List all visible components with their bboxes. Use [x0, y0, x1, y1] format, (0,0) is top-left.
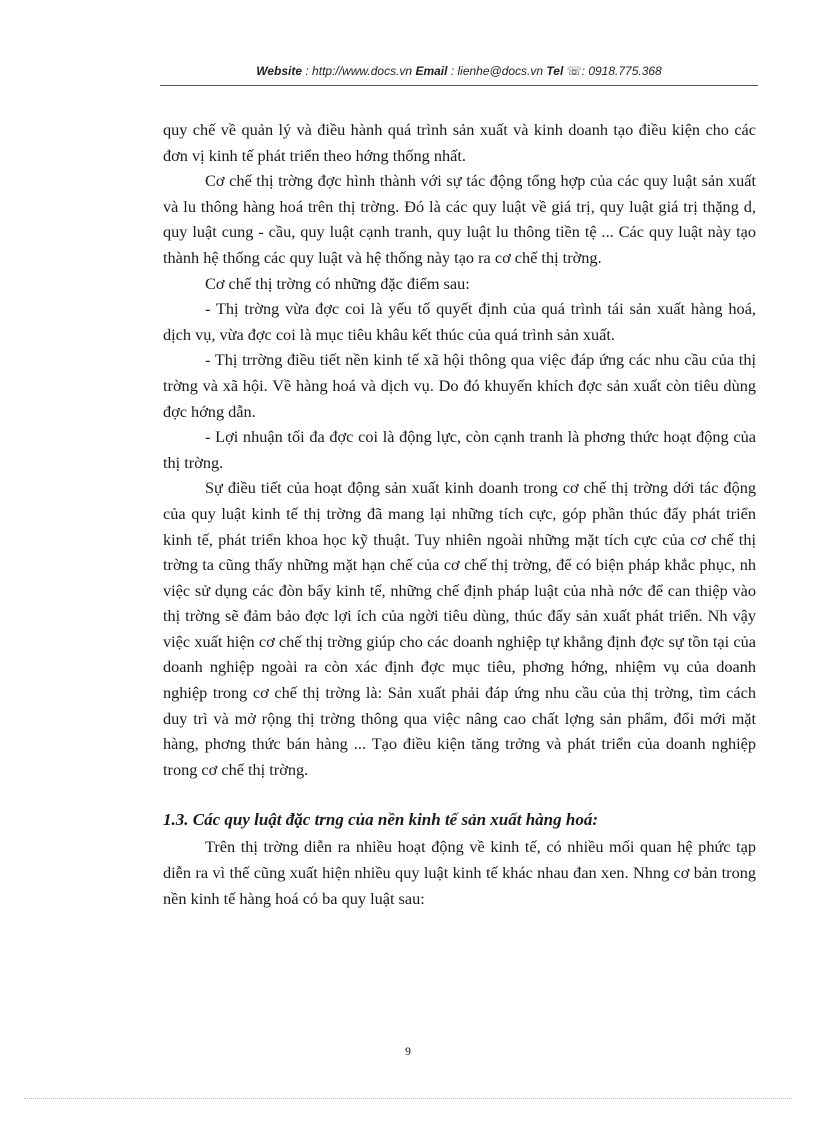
paragraph-feature-1: - Thị trờng vừa đợc coi là yếu tố quyết định của quá trình tái sản xuất hàng hoá, dịch vụ, vừa đợc coi là mục tiêu khâu kết thúc của quá trình sản xuất. [163, 299, 756, 344]
email-label: Email [415, 64, 448, 78]
website-value: : http://www.docs.vn [305, 64, 413, 78]
document-body [163, 117, 756, 911]
footer-divider [24, 1098, 792, 1099]
paragraph-regulation: Sự điều tiết của hoạt động sản xuất kinh doanh trong cơ chế thị trờng dới tác động của quy luật kinh tế thị trờng đã mang lại những tích cực, góp phần thúc đẩy phát triển kinh tế, phát triển khoa học kỹ thuật. Tuy nhiên ngoài những mặt tích cực của cơ chế thị trờng ta cũng thấy những mặt hạn chế của cơ chế thị trờng, để có biện pháp khắc phục, nh việc sử dụng các đòn bẩy kinh tế, những chế định pháp luật của nhà nớc để can thiệp vào thị trờng sẽ đảm bảo đợc lợi ích của ngời tiêu dùng, thúc đẩy sản xuất phát triển. Nh vậy việc xuất hiện cơ chế thị trờng giúp cho các doanh nghiệp tự khẳng định đợc sự tồn tại của doanh nghiệp ngoài ra còn xác định đợc mục tiêu, phơng hớng, nhiệm vụ của doanh nghiệp trong cơ chế thị trờng là: Sản xuất phải đáp ứng nhu cầu của thị trờng, tìm cách duy trì và mở rộng thị trờng thông qua việc nâng cao chất lợng sản phẩm, đổi mới mặt hàng, phơng thức bán hàng ... Tạo điều kiện tăng trởng và phát triển của doanh nghiệp trong cơ chế thị trờng. [163, 478, 756, 779]
paragraph-feature-2: - Thị trrờng điều tiết nền kinh tế xã hội thông qua việc đáp ứng các nhu cầu của thị trờng và xã hội. Về hàng hoá và dịch vụ. Do đó khuyến khích đợc sản xuất còn tiêu dùng đợc hớng dẫn. [163, 350, 756, 421]
page-header [160, 64, 758, 78]
tel-label: Tel [546, 64, 564, 78]
paragraph-features-intro: Cơ chế thị trờng có những đặc điểm sau: [205, 273, 470, 293]
paragraph-feature-3: - Lợi nhuận tối đa đợc coi là động lực, còn cạnh tranh là phơng thức hoạt động của thị trờng. [163, 427, 756, 472]
page-number: 9 [405, 1044, 411, 1058]
phone-icon: ☏ [566, 64, 582, 78]
paragraph-continuation: quy chế về quản lý và điều hành quá trình sản xuất và kinh doanh tạo điều kiện cho các đơn vị kinh tế phát triển theo hớng thống nhất. [163, 120, 756, 165]
paragraph-market-mechanism: Cơ chế thị trờng đợc hình thành với sự tác động tổng hợp của các quy luật sản xuất và lu thông hàng hoá trên thị trờng. Đó là các quy luật về giá trị, quy luật giá trị thặng d, quy luật cung - cầu, quy luật cạnh tranh, quy luật lu thông tiền tệ ... Các quy luật này tạo thành hệ thống các quy luật và hệ thống này tạo ra cơ chế thị trờng. [163, 171, 756, 267]
header-divider [160, 85, 758, 86]
paragraph-section-intro: Trên thị trờng diễn ra nhiều hoạt động về kinh tế, có nhiều mối quan hệ phức tạp diễn ra vì thế cũng xuất hiện nhiều quy luật kinh tế khác nhau đan xen. Nhng cơ bản trong nền kinh tế hàng hoá có ba quy luật sau: [163, 837, 756, 908]
section-heading: 1.3. Các quy luật đặc trng của nền kinh tế sản xuất hàng hoá: [163, 810, 599, 830]
website-label: Website [256, 64, 303, 78]
email-value: : lienhe@docs.vn [450, 64, 544, 78]
tel-value: : 0918.775.368 [581, 64, 662, 78]
